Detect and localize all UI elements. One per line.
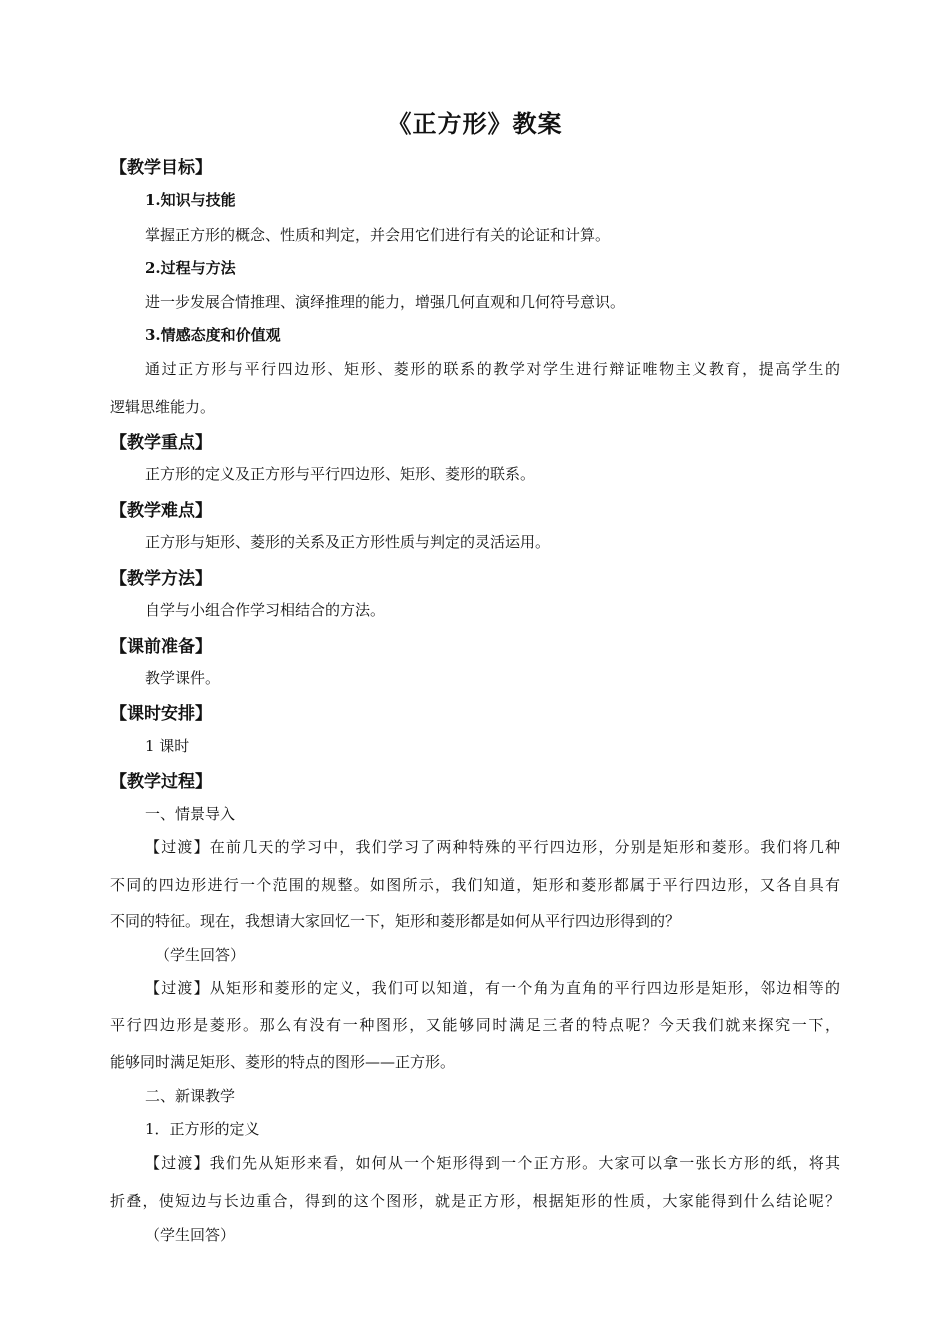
paragraph-schedule: 1 课时 bbox=[145, 737, 190, 755]
document-title: 《正方形》教案 bbox=[387, 109, 563, 138]
paragraph-preparation: 教学课件。 bbox=[145, 669, 221, 687]
paragraph-attitude-line2: 逻辑思维能力。 bbox=[110, 398, 216, 416]
heading-key-points: 【教学重点】 bbox=[110, 433, 212, 453]
student-answer-1: （学生回答） bbox=[155, 946, 246, 964]
student-answer-2: （学生回答） bbox=[145, 1226, 236, 1244]
paragraph-transition1-line3: 不同的特征。现在，我想请大家回忆一下，矩形和菱形都是如何从平行四边形得到的？ bbox=[110, 912, 681, 930]
heading-preparation: 【课前准备】 bbox=[110, 637, 212, 657]
paragraph-transition2-line2: 平行四边形是菱形。那么有没有一种图形，又能够同时满足三者的特点呢？今天我们就来探究一下， bbox=[110, 1016, 840, 1034]
paragraph-transition2-line1: 【过渡】从矩形和菱形的定义，我们可以知道，有一个角为直角的平行四边形是矩形，邻边相等的 bbox=[145, 979, 840, 997]
heading-goals: 【教学目标】 bbox=[110, 158, 212, 178]
paragraph-transition2-line3: 能够同时满足矩形、菱形的特点的图形——正方形。 bbox=[110, 1053, 456, 1071]
paragraph-transition1-line2: 不同的四边形进行一个范围的规整。如图所示，我们知道，矩形和菱形都属于平行四边形，又各自具有 bbox=[110, 876, 840, 894]
subsection-square-definition: 1．正方形的定义 bbox=[145, 1120, 260, 1138]
heading-method: 【教学方法】 bbox=[110, 569, 212, 589]
paragraph-attitude-line1: 通过正方形与平行四边形、矩形、菱形的联系的教学对学生进行辩证唯物主义教育，提高学生的 bbox=[145, 360, 840, 378]
subheading-knowledge: 1.知识与技能 bbox=[145, 191, 236, 209]
heading-teaching-process: 【教学过程】 bbox=[110, 772, 212, 792]
paragraph-knowledge: 掌握正方形的概念、性质和判定，并会用它们进行有关的论证和计算。 bbox=[145, 226, 611, 244]
subheading-process: 2.过程与方法 bbox=[145, 259, 236, 277]
paragraph-transition3-line2: 折叠，使短边与长边重合，得到的这个图形，就是正方形，根据矩形的性质，大家能得到什么结论呢？ bbox=[110, 1192, 840, 1210]
subheading-attitude: 3.情感态度和价值观 bbox=[145, 326, 281, 344]
paragraph-difficult-points: 正方形与矩形、菱形的关系及正方形性质与判定的灵活运用。 bbox=[145, 533, 551, 551]
heading-difficult-points: 【教学难点】 bbox=[110, 501, 212, 521]
paragraph-method: 自学与小组合作学习相结合的方法。 bbox=[145, 601, 386, 619]
section-new-lesson: 二、新课教学 bbox=[145, 1087, 236, 1105]
paragraph-transition3-line1: 【过渡】我们先从矩形来看，如何从一个矩形得到一个正方形。大家可以拿一张长方形的纸，将其 bbox=[145, 1154, 840, 1172]
paragraph-process: 进一步发展合情推理、演绎推理的能力，增强几何直观和几何符号意识。 bbox=[145, 293, 626, 311]
section-intro: 一、情景导入 bbox=[145, 805, 236, 823]
heading-schedule: 【课时安排】 bbox=[110, 704, 212, 724]
paragraph-transition1-line1: 【过渡】在前几天的学习中，我们学习了两种特殊的平行四边形，分别是矩形和菱形。我们将几种 bbox=[145, 838, 840, 856]
paragraph-key-points: 正方形的定义及正方形与平行四边形、矩形、菱形的联系。 bbox=[145, 465, 536, 483]
